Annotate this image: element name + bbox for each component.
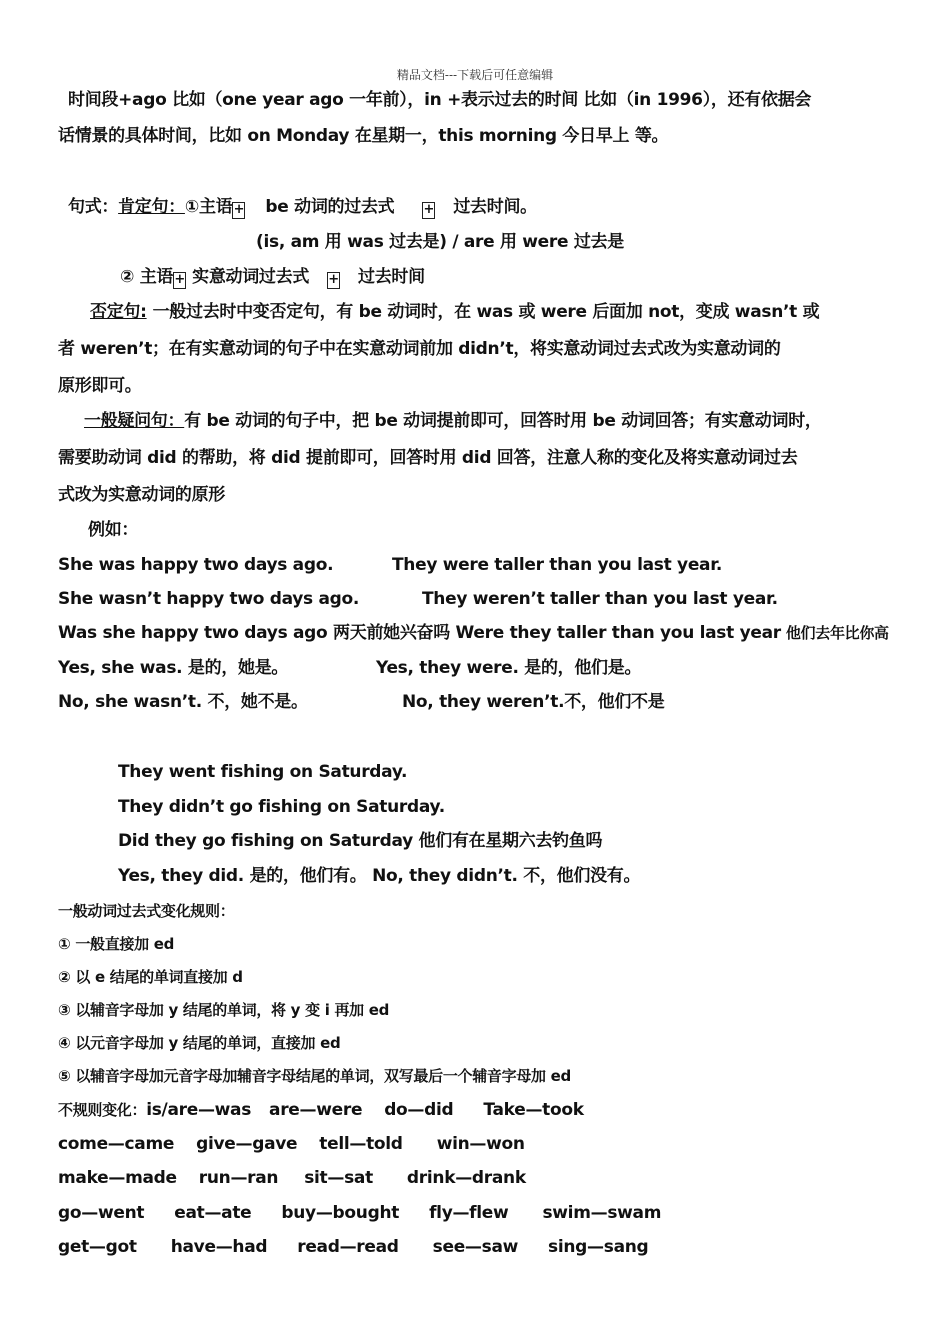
rule-item: ① 一般直接加 ed [58, 935, 175, 953]
irregular-row [58, 1201, 661, 1225]
irregular-row [58, 1166, 526, 1190]
question-label: 一般疑问句： [84, 411, 185, 431]
negative-line-1 [90, 300, 819, 324]
negative-text-1: 一般过去时中变否定句，有 be 动词时，在 was 或 were 后面加 not，变成 wasn’t 或 [152, 302, 820, 322]
irregular-verb: get—got [58, 1237, 137, 1257]
example-left: Was she happy two days ago 两天前她兴奋吗 Were they taller than you last year [58, 623, 781, 643]
example-row: Yes, she was. 是的，她是。 [58, 658, 289, 678]
irregular-verb: win—won [436, 1134, 525, 1154]
irregular-verb: swim—swam [542, 1203, 662, 1223]
irregular-verb: go—went [58, 1203, 145, 1223]
irregular-verb: read—read [297, 1237, 399, 1257]
example-right-small: 他们去年比你高 [785, 624, 889, 642]
rule-item: ④ 以元音字母加 y 结尾的单词，直接加 ed [58, 1034, 341, 1052]
intro-line-1: 时间段+ago 比如（one year ago 一年前），in +表示过去的时间 比如（in 1996），还有依据会 [68, 90, 812, 110]
question-line-2: 需要助动词 did 的帮助，将 did 提前即可，回答时用 did 回答，注意人称的变化及将实意动词过去 [58, 448, 798, 468]
irregular-verb: give—gave [196, 1134, 298, 1154]
rule-item: ③ 以辅音字母加 y 结尾的单词，将 y 变 i 再加 ed [58, 1001, 390, 1019]
negative-label: 否定句: [90, 302, 147, 322]
affirm-past-time-2: 过去时间 [358, 267, 425, 287]
irregular-verb: eat—ate [174, 1203, 252, 1223]
question-line-3: 式改为实意动词的原形 [58, 485, 225, 505]
irregular-verb: sit—sat [304, 1168, 373, 1188]
plus-box-icon: + [233, 202, 245, 217]
negative-line-2: 者 weren’t；在有实意动词的句子中在实意动词前加 didn’t，将实意动词过去式改为实意动词的 [58, 339, 781, 359]
irregular-verb: drink—drank [406, 1168, 526, 1188]
examples-label: 例如： [88, 520, 139, 540]
irregular-label: 不规则变化： [58, 1101, 147, 1119]
irregular-verb: run—ran [198, 1168, 279, 1188]
irregular-verb: see—saw [432, 1237, 519, 1257]
example-row-right: Yes, they were. 是的，他们是。 [376, 658, 642, 678]
fishing-example: They went fishing on Saturday. [118, 762, 408, 782]
affirm-past-time-1: 过去时间。 [453, 197, 537, 217]
affirmative-label: 肯定句： [118, 197, 185, 217]
irregular-verb: have—had [170, 1237, 268, 1257]
example-row [58, 553, 333, 577]
question-line-1 [84, 409, 822, 433]
irregular-verb: buy—bought [281, 1203, 400, 1223]
irregular-verb: come—came [58, 1134, 175, 1154]
plus-box-icon: + [328, 272, 339, 287]
affirm-subject-2: ② 主语 [120, 267, 174, 287]
rule-item: ② 以 e 结尾的单词直接加 d [58, 968, 243, 986]
negative-line-3: 原形即可。 [58, 376, 142, 396]
irregular-verb: Take—took [483, 1100, 584, 1120]
example-row-right: They were taller than you last year. [392, 555, 723, 575]
affirmative-pattern-line [68, 195, 537, 219]
question-text-1: 有 be 动词的句子中，把 be 动词提前即可，回答时用 be 动词回答；有实意动词时， [184, 411, 822, 431]
example-row: She wasn’t happy two days ago. [58, 589, 360, 609]
plus-box-icon: + [423, 202, 435, 217]
pattern-label: 句式： [68, 197, 119, 217]
affirmative-pattern-line-2 [120, 265, 425, 289]
page-header: 精品文档---下载后可任意编辑 [396, 68, 554, 82]
plus-box-icon: + [174, 272, 185, 287]
example-row [58, 621, 889, 645]
irregular-verb: make—made [58, 1168, 177, 1188]
example-row-right: No, they weren’t.不，他们不是 [402, 692, 665, 712]
intro-line-2: 话情景的具体时间，比如 on Monday 在星期一，this morning 今日早上 等。 [58, 126, 669, 146]
irregular-verb: is/are—was [146, 1100, 252, 1120]
irregular-verb: are—were [269, 1100, 363, 1120]
irregular-row [58, 1235, 648, 1259]
irregular-row [58, 1098, 584, 1122]
irregular-verb: do—did [384, 1100, 454, 1120]
irregular-row [58, 1132, 525, 1156]
fishing-example: They didn’t go fishing on Saturday. [118, 797, 445, 817]
affirm-subject-1: ①主语 [184, 197, 233, 217]
irregular-verb: tell—told [319, 1134, 403, 1154]
example-row-right: They weren’t taller than you last year. [422, 589, 778, 609]
example-left: She was happy two days ago. [58, 555, 334, 575]
irregular-verb: sing—sang [548, 1237, 649, 1257]
fishing-example: Yes, they did. 是的，他们有。 No, they didn’t. 不，他们没有。 [118, 866, 641, 886]
rules-title: 一般动词过去式变化规则： [58, 902, 235, 920]
fishing-example: Did they go fishing on Saturday 他们有在星期六去钓鱼吗 [118, 831, 603, 851]
irregular-verb: fly—flew [429, 1203, 509, 1223]
affirm-be-verb: be 动词的过去式 [265, 197, 395, 217]
example-row: No, she wasn’t. 不，她不是。 [58, 692, 308, 712]
affirmative-note: (is, am 用 was 过去是) / are 用 were 过去是 [256, 232, 624, 252]
rule-item: ⑤ 以辅音字母加元音字母加辅音字母结尾的单词，双写最后一个辅音字母加 ed [58, 1067, 571, 1085]
affirm-notional-verb: 实意动词过去式 [192, 267, 310, 287]
